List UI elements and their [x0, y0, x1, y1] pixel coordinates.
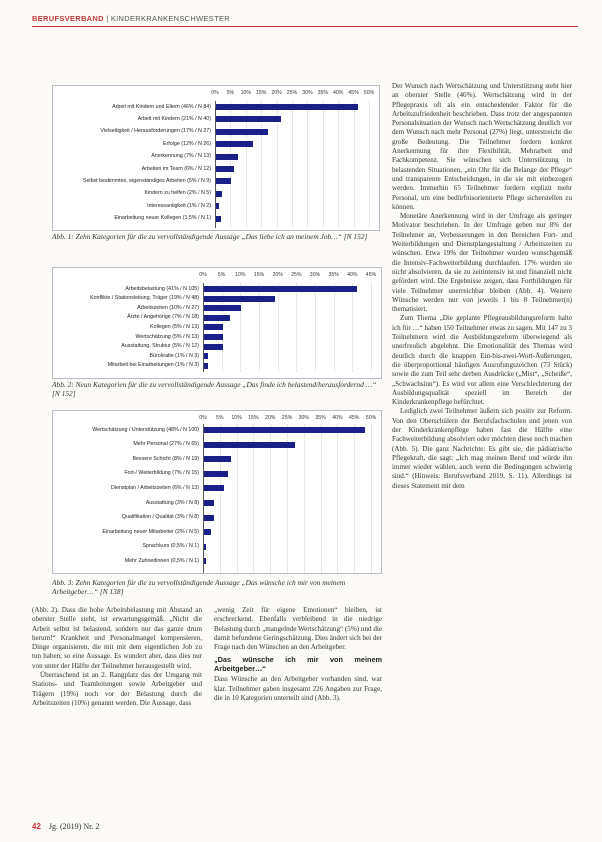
category-label: Selbst bestimmtes, eigenständiges Arbeiten (5% / N 9): [82, 177, 211, 184]
gridline: [369, 101, 370, 228]
axis-tick-label: 45%: [348, 90, 359, 96]
bar: [204, 544, 206, 550]
gridline: [278, 283, 279, 372]
category-label: Ausstattung (3% / N 8): [145, 499, 199, 506]
axis-tick-label: 15%: [255, 90, 267, 96]
paragraph: Überraschend ist an 2. Rangplatz das der Umgang mit Stations- und Teamleitungen sowie Arbeitgeber und Trägern (19%) noch vor der Belastung durch die Arbeitszeiten (10%) genannt werden. Die Aussage, dass: [32, 671, 202, 707]
header-rule: [32, 26, 578, 27]
gridline: [304, 424, 305, 573]
figure-1-chart: [52, 85, 380, 231]
bar: [216, 178, 231, 184]
axis-tick-label: 25%: [281, 415, 293, 421]
axis-tick-label: 30%: [302, 90, 313, 96]
gridline: [354, 424, 355, 573]
issue-info: Jg. (2019) Nr. 2: [48, 822, 100, 831]
axis-tick-label: 20%: [272, 272, 283, 278]
header-separator: |: [106, 14, 109, 23]
figure-2-chart: [52, 267, 382, 379]
bar: [204, 286, 357, 292]
bar: [216, 216, 221, 222]
category-label: Dienstplan / Arbeitszeiten (6% / N 13): [110, 484, 199, 491]
axis-tick-label: 35%: [328, 272, 339, 278]
bar: [204, 305, 241, 311]
axis-tick-label: 20%: [264, 415, 276, 421]
category-label: Anerkennung (7% / N 13): [151, 153, 211, 160]
page-number: 42: [32, 822, 41, 831]
gridline: [321, 424, 322, 573]
running-header: [32, 14, 230, 23]
category-label: Sprachkurs (0,5% / N 1): [142, 543, 199, 550]
category-label: Bessere Schicht (8% / N 19): [132, 455, 199, 462]
figure-2-caption: Abb. 2: Neun Kategorien für die zu vervollständigende Aussage „Das finde ich belastend/herausfordernd …“ [N 152]: [52, 380, 377, 398]
header-section: BERUFSVERBAND: [32, 14, 104, 23]
bar: [216, 154, 238, 160]
bar: [204, 324, 223, 330]
bar: [204, 296, 275, 302]
bar: [204, 558, 206, 564]
axis-tick-label: 10%: [235, 272, 246, 278]
axis-tick-label: 30%: [298, 415, 309, 421]
figure-3-chart: [52, 410, 382, 574]
axis-tick-label: 40%: [332, 90, 344, 96]
bar: [204, 500, 214, 506]
category-label: Ärzte / Angehörige (7% / N 18): [127, 314, 199, 321]
header-journal: KINDERKRANKENSCHWESTER: [110, 14, 230, 23]
gridline: [371, 424, 372, 573]
bar: [216, 116, 281, 122]
category-label: Kindern zu helfen (2% / N 5): [144, 190, 211, 197]
category-label: Arbeit mit Kindern (21% / N 40): [137, 115, 211, 122]
paragraph: Dass Wünsche an den Arbeitgeber vorhanden sind, war klar. Teilnehmer gaben insgesamt 226 Angaben zur Frage, die in 10 Kategorien unterteilt sind (Abb. 3).: [214, 675, 382, 703]
axis-tick-label: 40%: [347, 272, 358, 278]
category-label: Arbeitszeiten (10% / N 27): [137, 304, 199, 311]
category-label: Ausstattung, Struktur (5% / N 12): [121, 343, 199, 350]
axis-tick-label: 30%: [309, 272, 321, 278]
axis-tick-label: 50%: [363, 90, 375, 96]
gridline: [352, 283, 353, 372]
bar: [216, 104, 358, 110]
axis-tick-label: 5%: [216, 415, 224, 421]
category-label: Konflikte / Stationsleitung, Träger (19% / N 48): [90, 295, 199, 302]
category-label: Arbeit mit Kindern und Eltern (46% / N 84): [112, 103, 211, 110]
category-label: Einarbeitung neuer Kollegen (1,5% / N 1): [114, 215, 211, 222]
axis-tick-label: 0%: [211, 90, 219, 96]
section-subheading: „Das wünsche ich mir von meinem Arbeitgeber…“: [214, 655, 382, 674]
gridline: [323, 101, 324, 228]
category-label: Einarbeitung neuer Mitarbeiter (2% / N 5): [102, 528, 199, 535]
axis-tick-label: 25%: [291, 272, 302, 278]
axis-tick-label: 15%: [248, 415, 259, 421]
category-label: Mehr Zuhnedinnen (0,5% / N 1): [124, 557, 199, 564]
figure-3-caption: Abb. 3: Zehn Kategorien für die zu vervollständigende Aussage „Das wünsche ich mir von meinem Arbeitgeber…“ [N 138]: [52, 578, 346, 596]
paragraph: (Abb. 2). Dass die hohe Arbeitsbelastung mit Abstand an oberster Stelle steht, ist erwartungsgemäß. „Nicht die Arbeit selbst ist belastend, sondern nur das ganze drum herum!“ Krankheit und Personalmangel kompensieren, Dinge organisieren, die mit mit dem eigentlichen Job zu tun haben, so eine Aussage. Es wundert aber, dass dies nur von unter der Hälfte der Teilnehmer herausgestellt wird.: [32, 606, 202, 670]
axis-tick-label: 25%: [286, 90, 298, 96]
bar: [216, 203, 219, 209]
axis-tick-label: 40%: [332, 415, 343, 421]
axis-tick-label: 35%: [317, 90, 328, 96]
axis-tick-label: 10%: [231, 415, 242, 421]
axis-tick-label: 5%: [226, 90, 235, 96]
axis-tick-label: 15%: [253, 272, 265, 278]
bar: [204, 485, 224, 491]
paragraph: Zum Thema „Die geplante Pflegeausbildungsreform halte ich für …“ haben 150 Teilnehmer etwas zu sagen. Mit 147 zu 3 Teilnehmern wird die Ausbildungsreform überwiegend als unerfreulich abgelehnt. Die Emotionalität des Themas wird deutlich durch die knappen Ein-bis-zwei-Wort-Äußerungen, die überproportional häufigen Ausrufungszeichen (73 Stück) sowie die zum Teil sehr derben Ausdrücke („Mist“, „Scheiße“, „Schwachsinn“). Es wird vor allem eine Verschlechterung der Ausbildungsqualität speziell im Bereich der Kinderkrankenpflege befürchtet.: [392, 314, 572, 407]
right-column-text: [392, 82, 572, 816]
axis-tick-label: 50%: [365, 415, 377, 421]
figure-1-caption: Abb. 1: Zehn Kategorien für die zu vervollständigende Aussage „Das liebe ich an meinem Job…“ [N 152]: [52, 232, 368, 241]
gridline: [315, 283, 316, 372]
bar: [204, 471, 228, 477]
paragraph: Der Wunsch nach Wertschätzung und Unterstützung steht hier an oberster Stelle (46%). Wertschätzung wird in der Pflegepraxis oft als ein entscheidender Faktor für die Arbeitszufriedenheit beschrieben. Dass trotz der angespannten Personalsituation der Wunsch nach Wertschätzung deutlich vor dem Wunsch nach mehr Personal (27%) liegt, unterstreicht die große Bedeutung. Die Teilnehmer fordern konkret Anerkennung für ihre Flexibilität, Mehrarbeit und Fachkompetenz. Sie wünschen sich Unterstützung in belastenden Situationen, „ein Ohr für die Belange der Pflege“ und transparente Entscheidungen, in die sie mit einbezogen werden. Immerhin 65 Teilnehmer fordern explizit mehr Personal, um eine bedürfnisorientierte Pflege sicherstellen zu können.: [392, 82, 572, 211]
paragraph: Monetäre Anerkennung wird in der Umfrage als geringer Motivator beschrieben. In der Umfrage geben nur 8% der Teilnehmer an, Verbesserungen in den Bereichen Fort- und Weiterbildungen und Dienstplangestaltung / Arbeitszeiten zu wünschen. Etwa 19% der Teilnehmer wurden wunschgemäß die Intensiv-Fachweiterbildung durchlaufen. 17% wurden sie nicht absolvieren, da sie zu zeitintensiv ist und finanziell nicht gefördert wird. Die Ergebnisse zeigen, dass Fortbildungen für viele Teilnehmer unerreichbar bleiben (Abb. 4). Weitere Wünsche werden nur von jeweils 1 bis 8 Teilnehmer(n) thematisiert.: [392, 212, 572, 314]
bar: [216, 141, 253, 147]
gridline: [307, 101, 308, 228]
axis-tick-label: 45%: [365, 272, 377, 278]
category-label: Arbeiten im Team (6% / N 12): [141, 165, 211, 172]
category-label: Arbeitsbelastung (41% / N 105): [125, 285, 199, 292]
bar: [204, 334, 223, 340]
bar: [216, 129, 268, 135]
bar: [216, 191, 222, 197]
category-label: Fort-/ Weiterbildung (7% / N 15): [124, 470, 199, 477]
bar: [204, 529, 211, 535]
category-label: Qualifikation / Qualität (3% / N 8): [121, 514, 199, 521]
gridline: [334, 283, 335, 372]
axis-tick-label: 20%: [271, 90, 282, 96]
axis-tick-label: 0%: [199, 415, 207, 421]
bar: [204, 315, 230, 321]
category-label: Kollegen (5% / N 13): [150, 323, 199, 330]
axis-tick-label: 35%: [315, 415, 326, 421]
category-label: Mehr Personal (27% / N 65): [133, 441, 199, 448]
gridline: [371, 283, 372, 372]
paragraph: „wenig Zeit für eigene Emotionen“ bleiben, ist erschreckend. Ebenfalls verbleibend in die niedrige Belastung durch „mangelnde Wertschätzung“ (5%) und die damit befundene Geringschätzung. Dies ändert sich bei der Frage nach den Wünschen an den Arbeitgeber.: [214, 606, 382, 652]
axis-tick-label: 45%: [348, 415, 360, 421]
gridline: [337, 424, 338, 573]
category-label: Mitarbeit bei Einarbeitungen (1% / N 3): [107, 362, 199, 369]
category-label: Bürokratie (1% / N 3): [149, 352, 199, 359]
page-footer: [32, 822, 99, 831]
bar: [216, 166, 234, 172]
gridline: [296, 283, 297, 372]
category-label: Erfolge (12% / N 26): [163, 140, 211, 147]
category-label: Wertschätzung / Unterstützung (48% / N 100): [92, 426, 199, 433]
gridline: [338, 101, 339, 228]
axis-tick-label: 0%: [199, 272, 207, 278]
bar: [204, 456, 231, 462]
bar: [204, 427, 365, 433]
bar: [204, 515, 214, 521]
bar: [204, 344, 223, 350]
axis-tick-label: 5%: [217, 272, 226, 278]
left-column-text: [32, 606, 202, 818]
bar: [204, 353, 208, 359]
gridline: [354, 101, 355, 228]
gridline: [292, 101, 293, 228]
category-label: Wertschätzung (5% / N 13): [135, 333, 199, 340]
bar: [204, 442, 295, 448]
middle-column-text: [214, 606, 382, 818]
axis-tick-label: 10%: [240, 90, 251, 96]
bar: [204, 363, 208, 369]
category-label: Vielseitigkeit / Herausforderungen (17% / N 27): [100, 128, 211, 135]
paragraph: Lediglich zwei Teilnehmer äußern sich positiv zur Reform. Von den Oberschülern der Berufsfachschulen und jenen von der Kinderkrankenpflege haben fast die Hälfte eine Fachweiterbildung absolviert oder möchten diese noch machen (Abb. 5). Die ganz Nachrichte: Es gibt sie, die pädiatrische Pflegekraft, die sagt: „Ich mag meinen Beruf und würde ihn immer wieder wählen, auch wenn die Bedingungen schwierig sind.“ (Hinweis: Berufsverband 2019, S. 11). Allerdings ist dieses Statement mit dem: [392, 407, 572, 490]
category-label: Interessantigkeit (1% / N 2): [147, 202, 211, 209]
